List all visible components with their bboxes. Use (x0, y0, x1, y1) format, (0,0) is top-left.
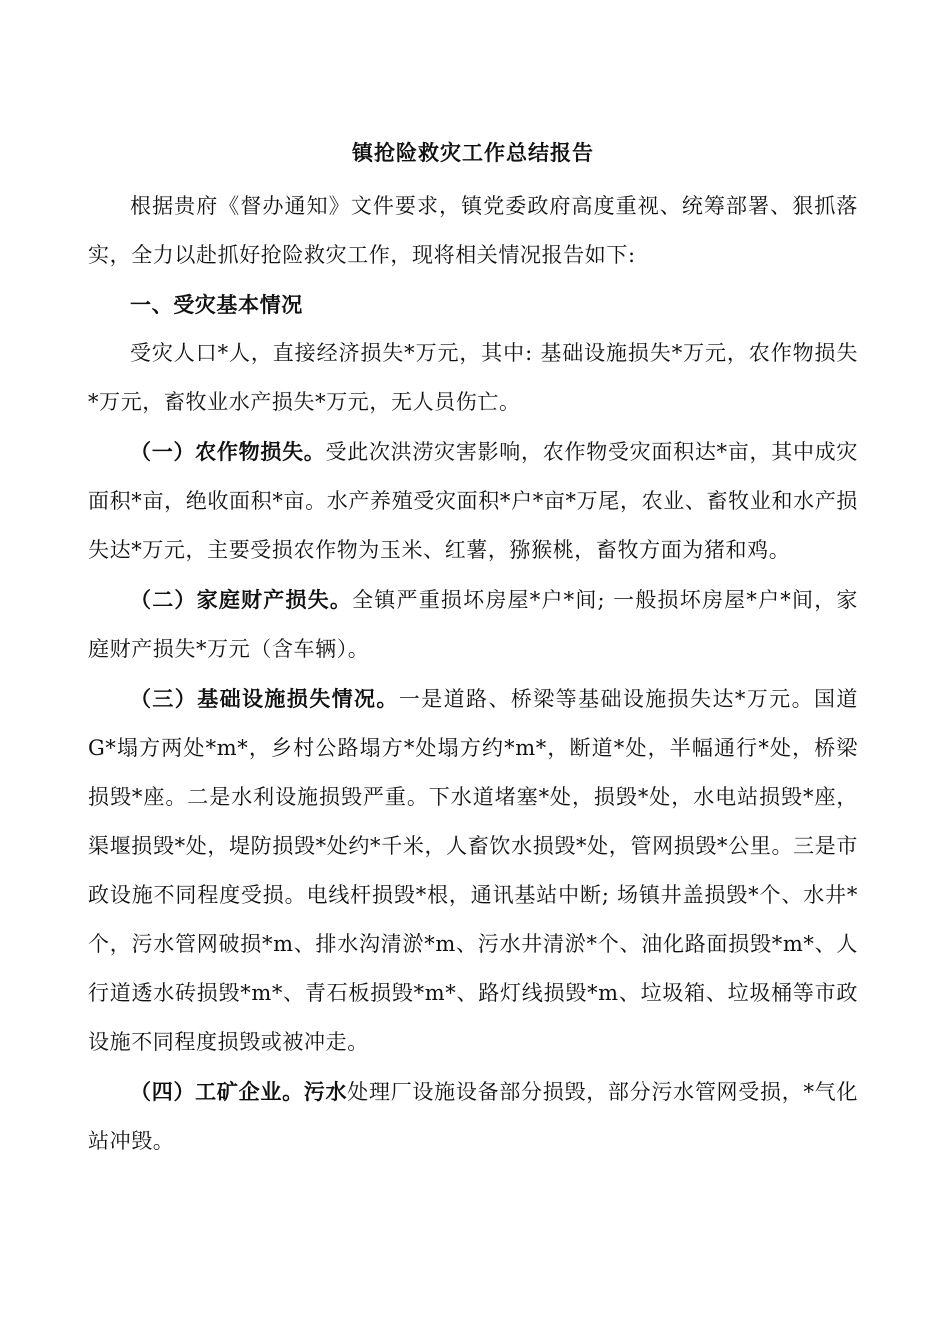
item-paragraph-industry (88, 1067, 858, 1166)
item-lead: （二）家庭财产损失。 (130, 587, 353, 612)
summary-paragraph: 受灾人口*人，直接经济损失*万元，其中: 基础设施损失*万元，农作物损失*万元，畜牧业水产损失*万元，无人员伤亡。 (88, 341, 858, 414)
item-text: 全镇严重损坏房屋*户*间; 一般损坏房屋*户*间，家庭财产损失*万元（含车辆）。 (88, 588, 858, 661)
item-lead: （三）基础设施损失情况。 (130, 686, 399, 711)
item-text: 受此次洪涝灾害影响，农作物受灾面积达*亩，其中成灾面积*亩，绝收面积*亩。水产养殖受灾面积*户*亩*万尾，农业、畜牧业和水产损失达*万元，主要受损农作物为玉米、红薯，猕猴桃，畜牧方面为猪和鸡。 (88, 440, 858, 562)
item-paragraph-property (88, 575, 858, 674)
intro-paragraph: 根据贵府《督办通知》文件要求，镇党委政府高度重视、统筹部署、狠抓落实，全力以赴抓好抢险救灾工作，现将相关情况报告如下: (88, 194, 858, 267)
item-lead: （一）农作物损失。 (130, 439, 326, 464)
item-text: 处理厂设施设备部分损毁，部分污水管网受损，*气化站冲毁。 (88, 1080, 859, 1153)
item-paragraph-infrastructure (88, 674, 858, 1067)
document-title: 镇抢险救灾工作总结报告 (352, 140, 594, 165)
section-heading: 一、受灾基本情况 (130, 292, 303, 317)
item-paragraph-crops (88, 427, 858, 575)
item-text: 一是道路、桥梁等基础设施损失达*万元。国道G*塌方两处*m*，乡村公路塌方*处塌方约*m*，断道*处，半幅通行*处，桥梁损毁*座。二是水利设施损毁严重。下水道堵塞*处，损毁*处，水电站损毁*座，渠堰损毁*处，堤防损毁*处约*千米，人畜饮水损毁*处，管网损毁*公里。三是市政设施不同程度受损。电线杆损毁*根，通讯基站中断; 场镇井盖损毁*个、水井*个，污水管网破损*m、排水沟清淤*m、污水井清淤*个、油化路面损毁*m*、人行道透水砖损毁*m*、青石板损毁*m*、路灯线损毁*m、垃圾箱、垃圾桶等市政设施不同程度损毁或被冲走。 (88, 687, 858, 1054)
item-lead: （四）工矿企业。污水 (130, 1079, 348, 1104)
